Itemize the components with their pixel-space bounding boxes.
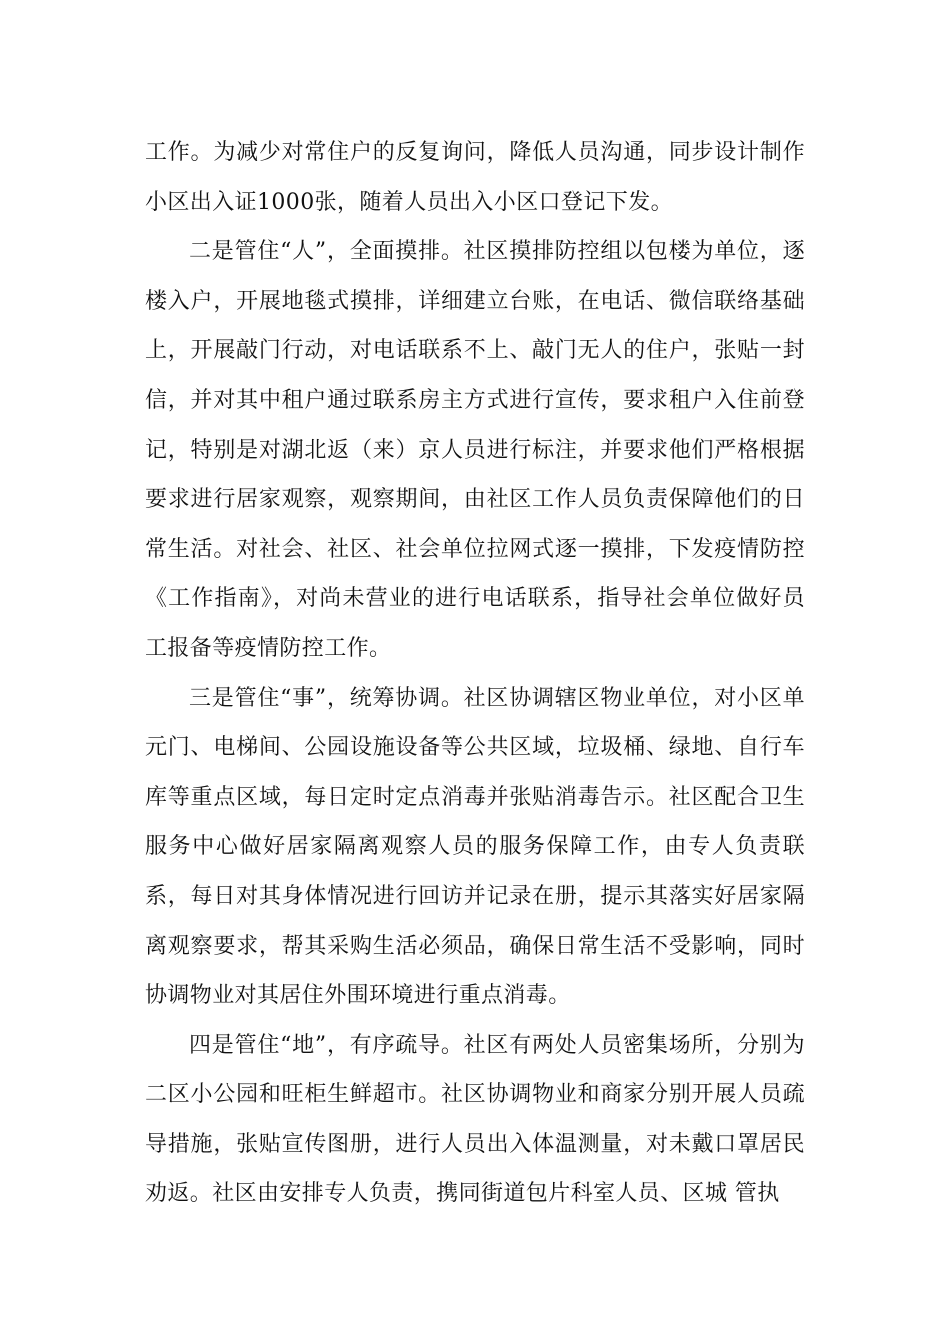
- document-body: [145, 128, 805, 1219]
- paragraph-continuation: 工作。为减少对常住户的反复询问，降低人员沟通，同步设计制作小区出入证1000张，随着人员出入小区口登记下发。: [145, 140, 805, 215]
- paragraph-people: 二是管住“人”，全面摸排。社区摸排防控组以包楼为单位，逐楼入户，开展地毯式摸排，详细建立台账，在电话、微信联络基础上，开展敲门行动，对电话联系不上、敲门无人的住户，张贴一封信，并对其中租户通过联系房主方式进行宣传，要求租户入住前登记，特别是对湖北返（来）京人员进行标注，并要求他们严格根据要求进行居家观察，观察期间，由社区工作人员负责保障他们的日常生活。对社会、社区、社会单位拉网式逐一摸排，下发疫情防控《工作指南》，对尚未营业的进行电话联系，指导社会单位做好员工报备等疫情防控工作。: [145, 239, 805, 661]
- paragraph-affairs: 三是管住“事”，统筹协调。社区协调辖区物业单位，对小区单元门、电梯间、公园设施设备等公共区域，垃圾桶、绿地、自行车库等重点区域，每日定时定点消毒并张贴消毒告示。社区配合卫生服务中心做好居家隔离观察人员的服务保障工作，由专人负责联系，每日对其身体情况进行回访并记录在册，提示其落实好居家隔离观察要求，帮其采购生活必须品，确保日常生活不受影响，同时协调物业对其居住外围环境进行重点消毒。: [145, 685, 805, 1009]
- paragraph-places: 四是管住“地”，有序疏导。社区有两处人员密集场所，分别为二区小公园和旺柜生鲜超市。社区协调物业和商家分别开展人员疏导措施，张贴宣传图册，进行人员出入体温测量，对未戴口罩居民劝返。社区由安排专人负责，携同街道包片科室人员、区城 管执: [145, 1032, 805, 1207]
